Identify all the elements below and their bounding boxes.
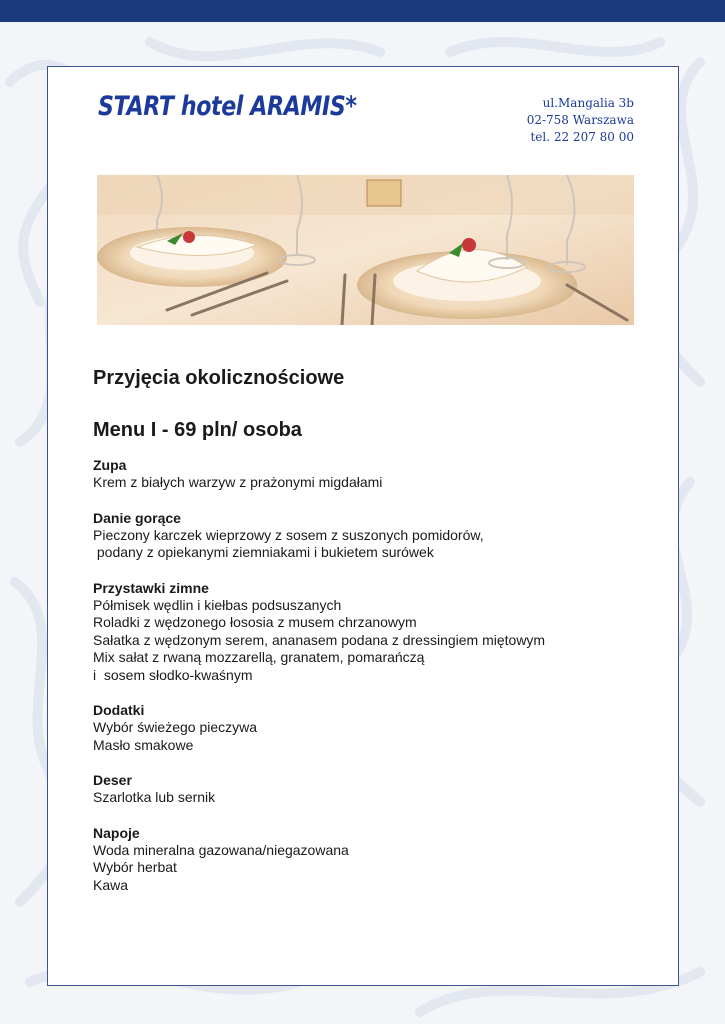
menu-content: [93, 365, 653, 912]
hotel-address: [527, 95, 634, 146]
menu-item: Mix sałat z rwaną mozzarellą, granatem, pomarańczą: [93, 649, 425, 665]
section-title: Zupa: [93, 457, 127, 473]
menu-section-danie-gorace: [93, 510, 653, 562]
top-color-bar: [0, 0, 725, 22]
menu-item: Roladki z wędzonego łososia z musem chrzanowym: [93, 614, 417, 630]
menu-section-napoje: [93, 825, 653, 895]
menu-item: Wybór świeżego pieczywa: [93, 719, 258, 735]
menu-item: podany z opiekanymi ziemniakami i bukietem surówek: [93, 544, 434, 560]
menu-section-przystawki-zimne: [93, 580, 653, 685]
section-title: Napoje: [93, 824, 140, 841]
page-heading: Przyjęcia okolicznościowe: [93, 367, 345, 389]
section-title: Przystawki zimne: [93, 579, 209, 596]
table-setting-photo: [97, 175, 634, 325]
menu-item: Kawa: [93, 876, 129, 893]
menu-item: Sałatka z wędzonym serem, ananasem podana z dressingiem miętowym: [93, 631, 546, 648]
address-city: 02-758 Warszawa: [526, 113, 634, 127]
menu-item: Półmisek wędlin i kiełbas podsuszanych: [93, 596, 342, 613]
menu-item: Masło smakowe: [93, 736, 194, 753]
menu-item: Szarlotka lub sernik: [93, 789, 216, 805]
menu-sections: [93, 457, 653, 894]
menu-item: Wybór herbat: [93, 859, 177, 875]
hotel-logo: START hotel ARAMIS*: [98, 91, 357, 122]
section-title: Danie gorące: [93, 509, 181, 526]
section-title: Deser: [93, 772, 132, 788]
menu-section-zupa: [93, 457, 653, 492]
address-phone: tel. 22 207 80 00: [530, 130, 634, 144]
menu-section-deser: [93, 772, 653, 807]
menu-item: Pieczony karczek wieprzowy z sosem z suszonych pomidorów,: [93, 526, 484, 543]
menu-section-dodatki: [93, 702, 653, 754]
menu-card: [47, 66, 679, 986]
address-street: ul.Mangalia 3b: [542, 96, 634, 110]
section-title: Dodatki: [93, 702, 145, 718]
menu-item: Woda mineralna gazowana/niegazowana: [93, 841, 349, 858]
menu-item: i sosem słodko-kwaśnym: [93, 666, 253, 683]
menu-title: Menu I - 69 pln/ osoba: [93, 419, 302, 441]
menu-item: Krem z białych warzyw z prażonymi migdałami: [93, 474, 383, 490]
